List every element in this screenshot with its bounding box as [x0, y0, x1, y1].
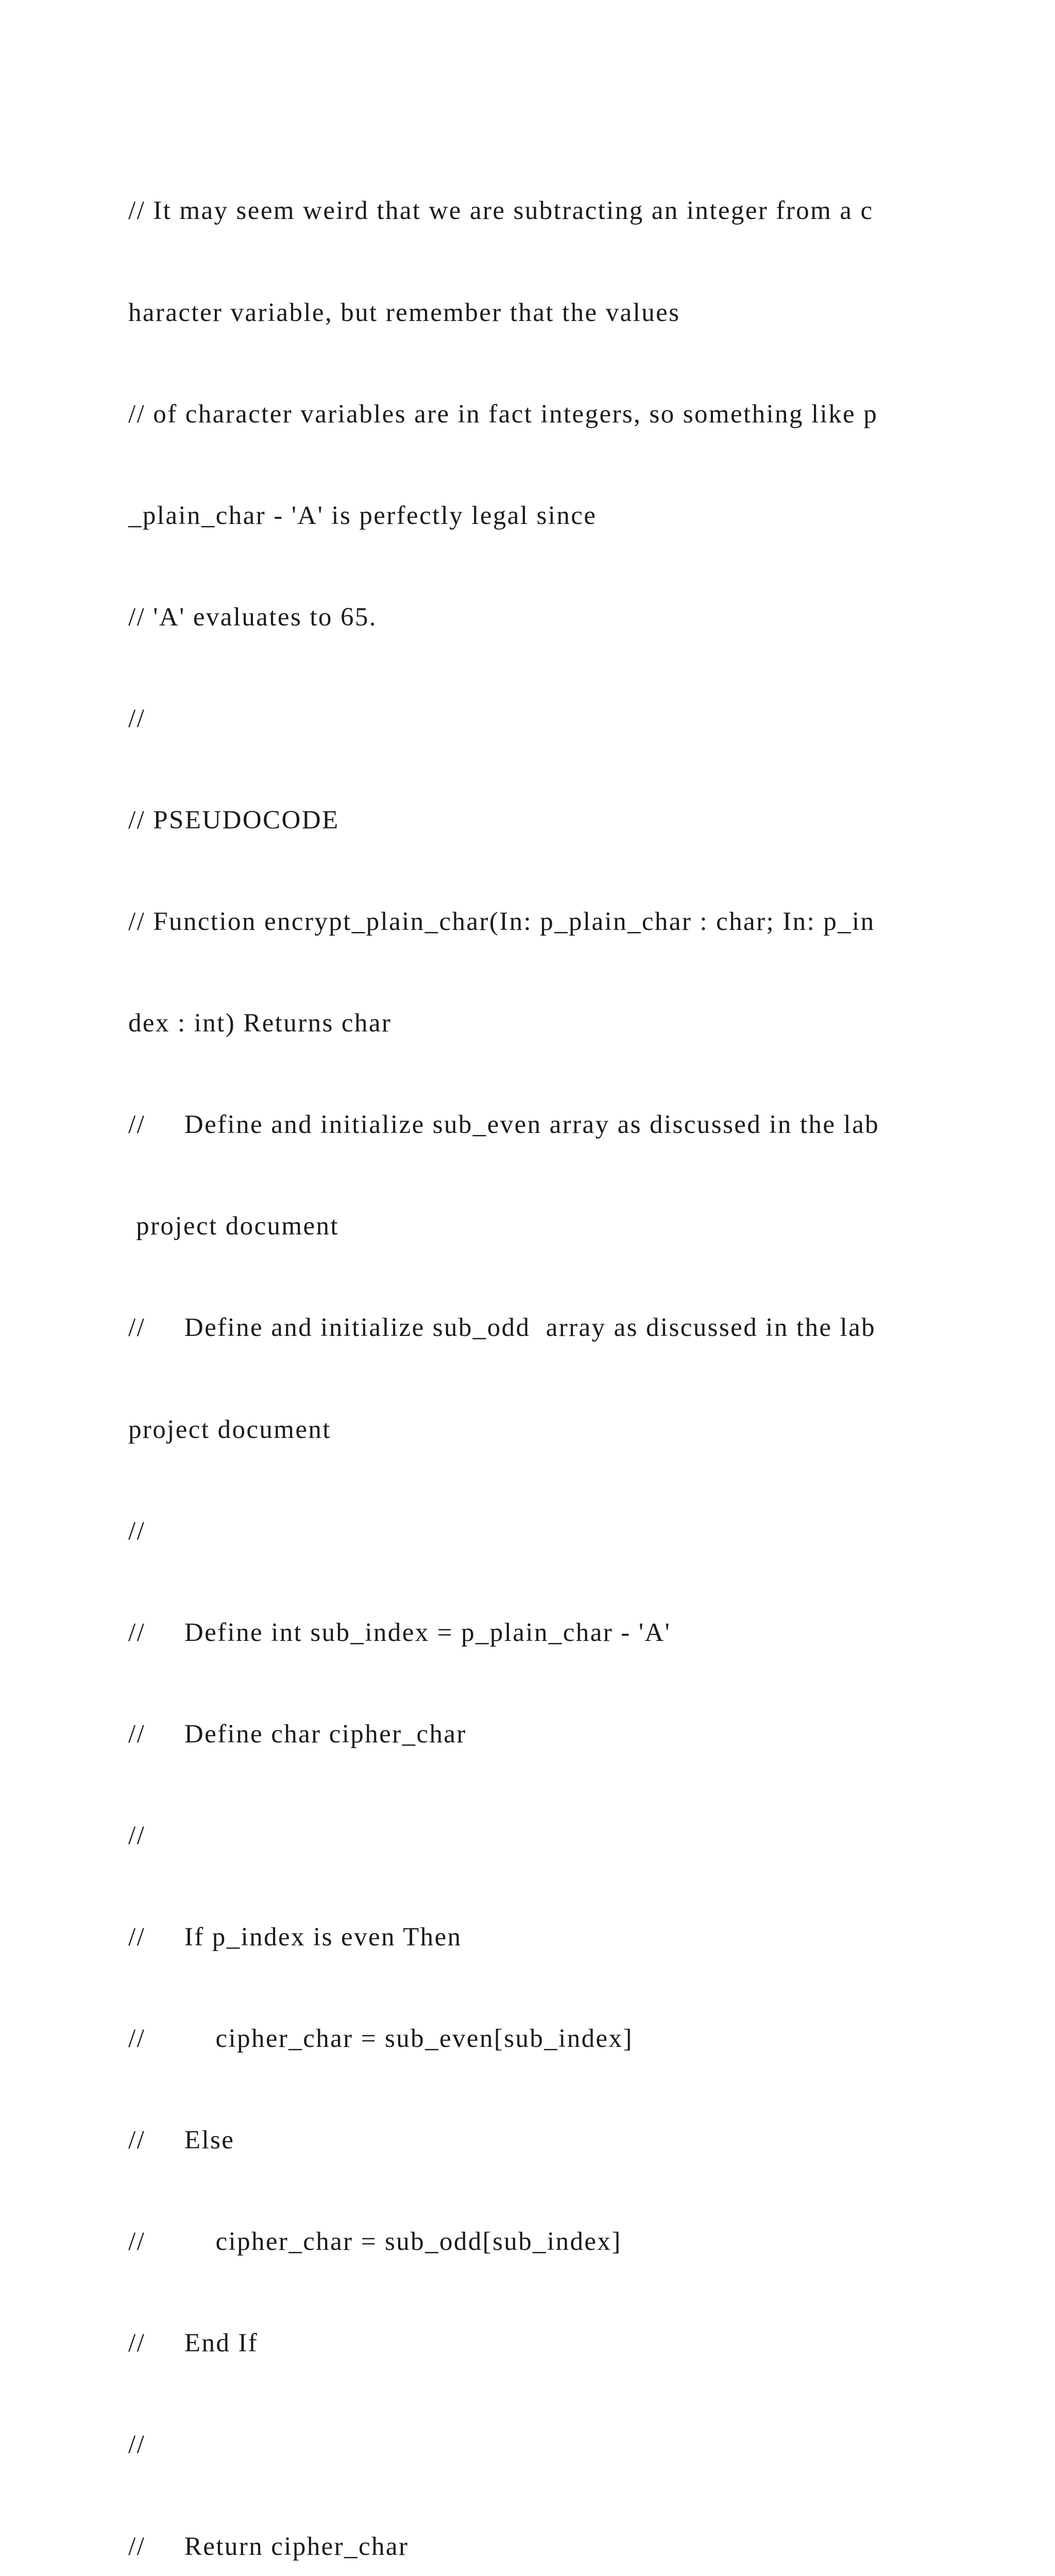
text-line: project document — [128, 1212, 339, 1241]
text-line: haracter variable, but remember that the values — [128, 298, 680, 327]
text-line: // If p_index is even Then — [128, 1923, 462, 1952]
text-line: // Else — [128, 2126, 235, 2155]
text-line: // — [128, 2430, 146, 2460]
text-line: // — [128, 1821, 146, 1850]
text-line: // Define int sub_index = p_plain_char - 'A' — [128, 1618, 671, 1647]
code-comment-block — [128, 127, 932, 2576]
text-line: // — [128, 1516, 146, 1546]
text-line: // It may seem weird that we are subtracting an integer from a c — [128, 196, 874, 226]
text-line: dex : int) Returns char — [128, 1009, 392, 1038]
text-line: project document — [128, 1415, 331, 1444]
section-heading: // PSEUDOCODE — [128, 805, 339, 835]
text-line: // Define char cipher_char — [128, 1719, 467, 1749]
text-line: // 'A' evaluates to 65. — [128, 602, 377, 632]
text-line: // cipher_char = sub_odd[sub_index] — [128, 2227, 622, 2257]
text-line: // — [128, 704, 146, 733]
text-line: // Define and initialize sub_odd array as discussed in the lab — [128, 1313, 876, 1343]
text-line: // Return cipher_char — [128, 2532, 409, 2561]
text-line: // cipher_char = sub_even[sub_index] — [128, 2024, 633, 2054]
text-line: _plain_char - 'A' is perfectly legal since — [128, 501, 597, 530]
text-line: // Define and initialize sub_even array as discussed in the lab — [128, 1110, 880, 1140]
text-line: // End If — [128, 2329, 259, 2358]
text-line: // Function encrypt_plain_char(In: p_plain_char : char; In: p_in — [128, 907, 875, 937]
text-line: // of character variables are in fact integers, so something like p — [128, 399, 878, 429]
